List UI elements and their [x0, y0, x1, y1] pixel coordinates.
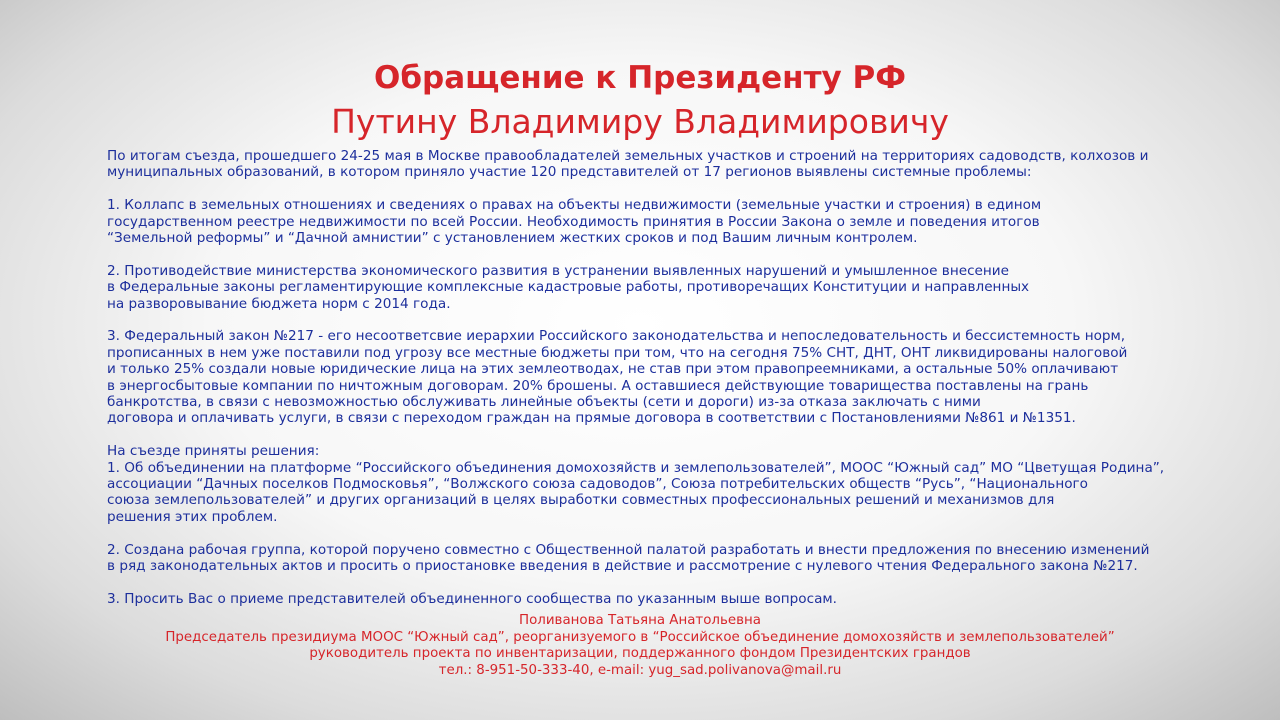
text-line: прописанных в нем уже поставили под угрозу все местные бюджеты при том, что на сегодня 75% СНТ, ДНТ, ОНТ ликвидированы налоговой [107, 344, 1128, 361]
text-line: и только 25% создали новые юридические лица на этих землеотводах, не став при этом правопреемниками, а остальные 50% оплачивают [107, 361, 1119, 378]
paragraph-problem-3 [107, 328, 1222, 426]
text-line: государственном реестре недвижимости по всей России. Необходимость принятия в России Закона о земле и поведения итогов [107, 213, 1040, 230]
text-line: 2. Создана рабочая группа, которой поручено совместно с Общественной палатой разработать и внести предложения по внесению изменений [107, 541, 1150, 558]
text-line: По итогам съезда, прошедшего 24-25 мая в Москве правообладателей земельных участков и строений на территориях садоводств, колхозов и [107, 148, 1149, 164]
paragraph-decision-2 [107, 542, 1222, 575]
text-line: договора и оплачивать услуги, в связи с переходом граждан на прямые договора в соответствии с Постановлениями №861 и №1351. [107, 410, 1076, 427]
text-line: на разворовывание бюджета норм с 2014 года. [107, 295, 451, 312]
document-addressee: Путину Владимиру Владимировичу [331, 102, 949, 141]
signature-position: Председатель президиума МООС “Южный сад”, реорганизуемого в “Российское объединение домохозяйств и землепользователей” [165, 629, 1115, 645]
text-line: муниципальных образований, в котором приняло участие 120 представителей от 17 регионов выявлены системные проблемы: [107, 164, 1032, 181]
paragraph-decision-3 [107, 591, 1222, 607]
text-line: в ряд законодательных актов и просить о приостановке введения в действие и рассмотрение с нулевого чтения Федерального закона №217. [107, 558, 1138, 575]
text-line: “Земельной реформы” и “Дачной амнистии” с установлением жестких сроков и под Вашим личным контролем. [107, 230, 918, 247]
document-title: Обращение к Президенту РФ [374, 60, 906, 96]
text-line: 1. Коллапс в земельных отношениях и сведениях о правах на объекты недвижимости (земельные участки и строения) в едином [107, 197, 1042, 214]
text-line: в энергосбытовые компании по ничтожным договорам. 20% брошены. А оставшиеся действующие товарищества поставлены на грань [107, 377, 1089, 394]
text-line: 3. Федеральный закон №217 - его несоответсвие иерархии Российского законодательства и непоследовательность и бессистемность норм, [107, 328, 1126, 345]
signature-project: руководитель проекта по инвентаризации, поддержанного фондом Президентских грандов [309, 646, 971, 661]
text-line: 3. Просить Вас о приеме представителей объединенного сообщества по указанным выше вопросам. [107, 590, 838, 607]
paragraph-intro [107, 148, 1222, 181]
paragraph-decision-1 [107, 443, 1222, 525]
text-line: союза землепользователей” и других организаций в целях выработки совместных профессиональных решений и механизмов для [107, 492, 1055, 509]
text-line: 1. Об объединении на платформе “Российского объединения домохозяйств и землепользователей”, МООС “Южный сад” МО “Цветущая Родина”, [107, 459, 1165, 476]
document-body [107, 148, 1222, 624]
signature-contacts: тел.: 8-951-50-333-40, e-mail: yug_sad.polivanova@mail.ru [438, 662, 842, 678]
paragraph-problem-1 [107, 197, 1222, 246]
signature-name: Поливанова Татьяна Анатольевна [519, 613, 761, 628]
text-line: банкротства, в связи с невозможностью обслуживать линейные объекты (сети и дороги) из-за отказа заключать с ними [107, 394, 981, 411]
text-line: ассоциации “Дачных поселков Подмосковья”, “Волжского союза садоводов”, Союза потребительских обществ “Русь”, “Национального [107, 476, 1088, 493]
signature-block [0, 613, 1280, 679]
paragraph-problem-2 [107, 263, 1222, 312]
text-line: в Федеральные законы регламентирующие комплексные кадастровые работы, противоречащих Конституции и направленных [107, 279, 1030, 296]
text-line: решения этих проблем. [107, 508, 278, 525]
text-line: На съезде приняты решения: [107, 443, 320, 460]
text-line: 2. Противодействие министерства экономического развития в устранении выявленных нарушений и умышленное внесение [107, 262, 1009, 279]
